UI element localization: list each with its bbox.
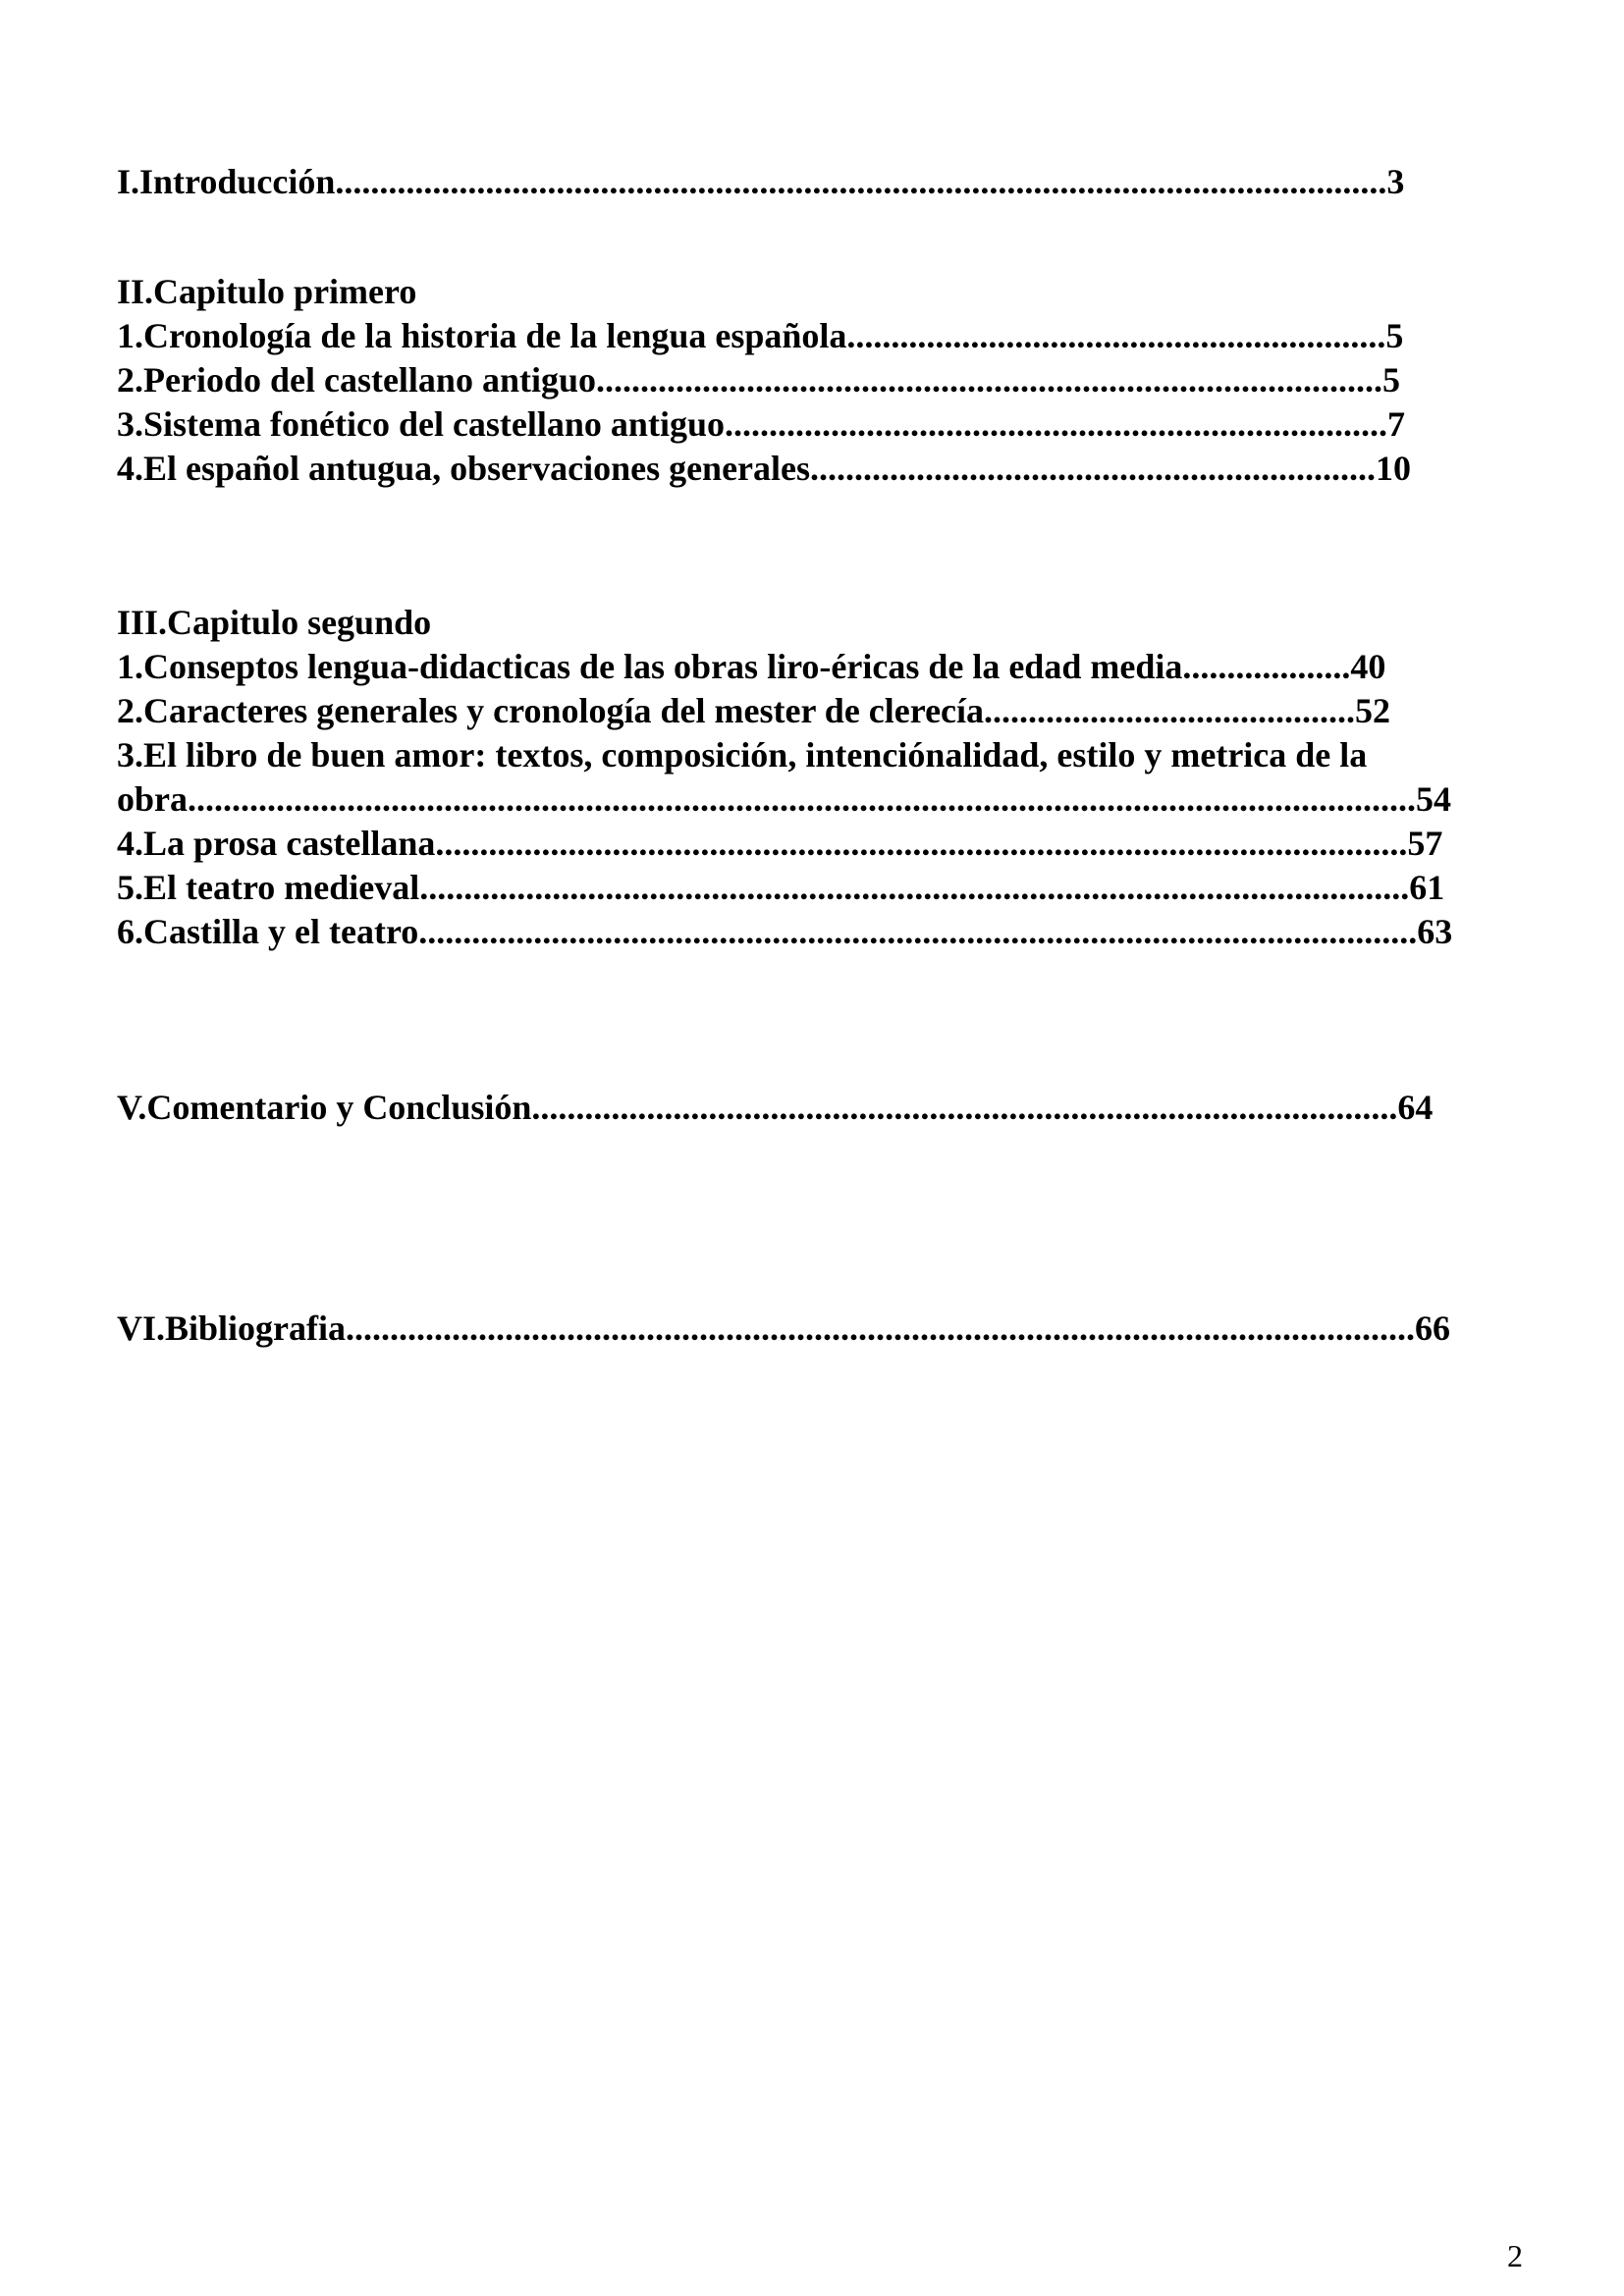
toc-entry-chapter-2-item-4: 4.La prosa castellana..............................................................................................................57 [117,824,1443,863]
toc-entry-chapter-2-item-6: 6.Castilla y el teatro.................................................................................................................63 [117,912,1453,951]
toc-entry-introduction: I.Introducción.......................................................................................................................3 [117,162,1405,201]
toc-entry-bibliography: VI.Bibliografia.........................................................................................................................66 [117,1308,1451,1348]
toc-entry-conclusion: V.Comentario y Conclusión..................................................................................................64 [117,1088,1434,1127]
toc-entry-chapter-1-item-4: 4.El español antugua, observaciones generales................................................................10 [117,449,1412,488]
toc-entry-chapter-1-item-1: 1.Cronología de la historia de la lengua española.............................................................5 [117,316,1404,355]
toc-entry-chapter-2-item-3-continued: obra...........................................................................................................................................54 [117,779,1451,819]
toc-entry-chapter-2-item-5: 5.El teatro medieval................................................................................................................61 [117,868,1445,907]
toc-entry-chapter-2-item-2: 2.Caracteres generales y cronología del mester de clerecía..........................................52 [117,691,1391,730]
table-of-contents [117,160,1523,1351]
toc-heading-chapter-1: II.Capitulo primero [117,272,417,311]
toc-entry-chapter-1-item-2: 2.Periodo del castellano antiguo.........................................................................................5 [117,360,1400,400]
toc-spacer [117,1130,1523,1307]
page-number: 2 [1507,2238,1523,2273]
toc-spacer [117,204,1523,270]
toc-entry-chapter-2-item-3: 3.El libro de buen amor: textos, composición, intenciónalidad, estilo y metrica de la [117,735,1368,774]
toc-entry-chapter-1-item-3: 3.Sistema fonético del castellano antiguo...........................................................................7 [117,404,1405,444]
toc-entry-chapter-2-item-1: 1.Conseptos lengua-didacticas de las obras liro-éricas de la edad media...................40 [117,647,1386,686]
toc-heading-chapter-2: III.Capitulo segundo [117,603,432,642]
toc-spacer [117,491,1523,601]
toc-spacer [117,954,1523,1086]
